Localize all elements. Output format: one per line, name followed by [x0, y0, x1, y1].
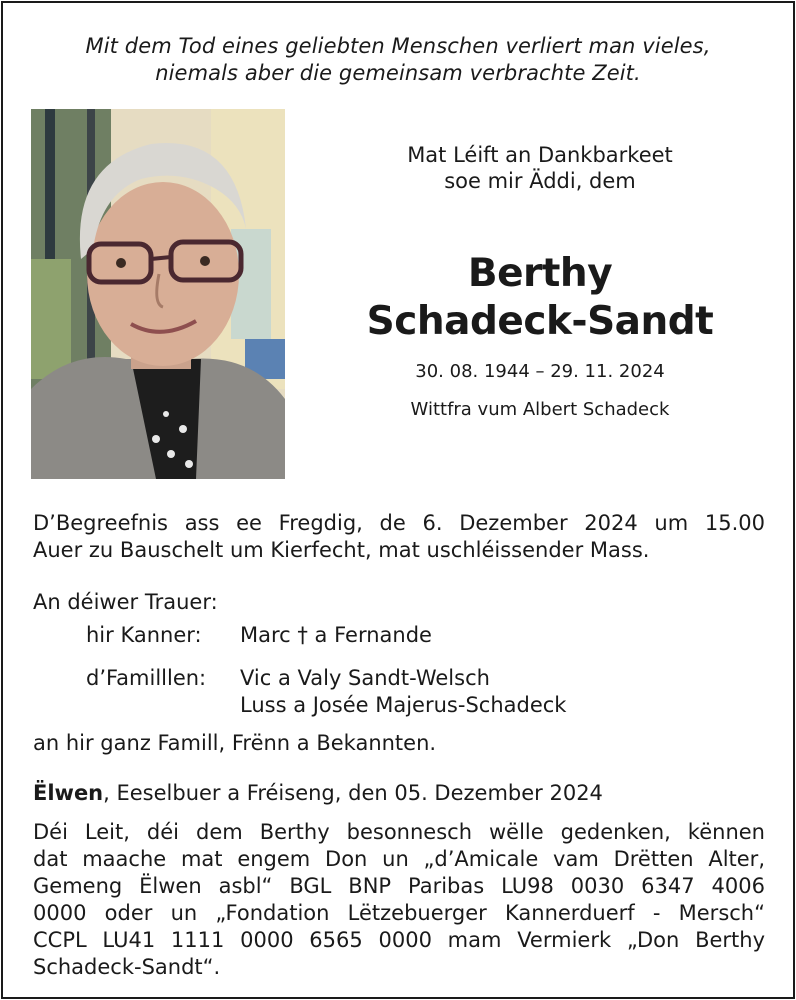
donation-text	[33, 819, 765, 981]
donation-line-6: Schadeck-Sandt“.	[33, 955, 221, 979]
children-names: Marc † a Fernande	[240, 623, 432, 647]
place-date	[33, 780, 603, 807]
deceased-name	[330, 250, 750, 346]
life-dates: 30. 08. 1944 – 29. 11. 2024	[415, 361, 665, 382]
funeral-line-1: D’Begreefnis ass ee Fregdig, de 6. Dezember 2024 um 15.00	[33, 511, 765, 535]
gratitude-text	[340, 142, 740, 194]
family-2: Luss a Josée Majerus-Schadeck	[240, 693, 567, 717]
first-name: Berthy	[467, 251, 613, 296]
donation-line-4: 0000 oder un „Fondation Lëtzebuerger Kannerduerf - Mersch“	[33, 901, 765, 925]
last-name: Schadeck-Sandt	[366, 299, 714, 344]
widow-of: Wittfra vum Albert Schadeck	[410, 399, 670, 420]
funeral-announcement	[33, 510, 765, 564]
portrait-illustration	[31, 109, 285, 479]
families-label: d’Familllen:	[86, 666, 207, 690]
family-1: Vic a Valy Sandt-Welsch	[240, 666, 490, 690]
gratitude-line-2: soe mir Äddi, dem	[444, 169, 636, 193]
quote-line-1: Mit dem Tod eines geliebten Menschen verliert man vieles,	[85, 34, 711, 58]
donation-line-3: Gemeng Ëlwen asbl“ BGL BNP Paribas LU98 0030 6347 4006	[33, 874, 765, 898]
children-label: hir Kanner:	[86, 623, 202, 647]
place-date-rest: , Eeselbuer a Fréiseng, den 05. Dezember 2024	[103, 781, 603, 805]
mourning-label: An déiwer Trauer:	[33, 590, 218, 614]
gratitude-line-1: Mat Léift an Dankbarkeet	[407, 143, 673, 167]
donation-line-2: dat maache mat engem Don un „d’Amicale vam Drëtten Alter,	[33, 847, 765, 871]
place-name: Ëlwen	[33, 781, 104, 805]
opening-quote	[0, 33, 796, 87]
donation-line-1: Déi Leit, déi dem Berthy besonnesch wëlle gedenken, kënnen	[33, 820, 765, 844]
quote-line-2: niemals aber die gemeinsam verbrachte Zeit.	[155, 61, 641, 85]
funeral-line-2: Auer zu Bauschelt um Kierfecht, mat uschléissender Mass.	[33, 538, 650, 562]
extended-family: an hir ganz Famill, Frënn a Bekannten.	[33, 731, 437, 755]
portrait-photo	[31, 109, 285, 479]
donation-line-5: CCPL LU41 1111 0000 6565 0000 mam Vermierk „Don Berthy	[33, 928, 765, 952]
